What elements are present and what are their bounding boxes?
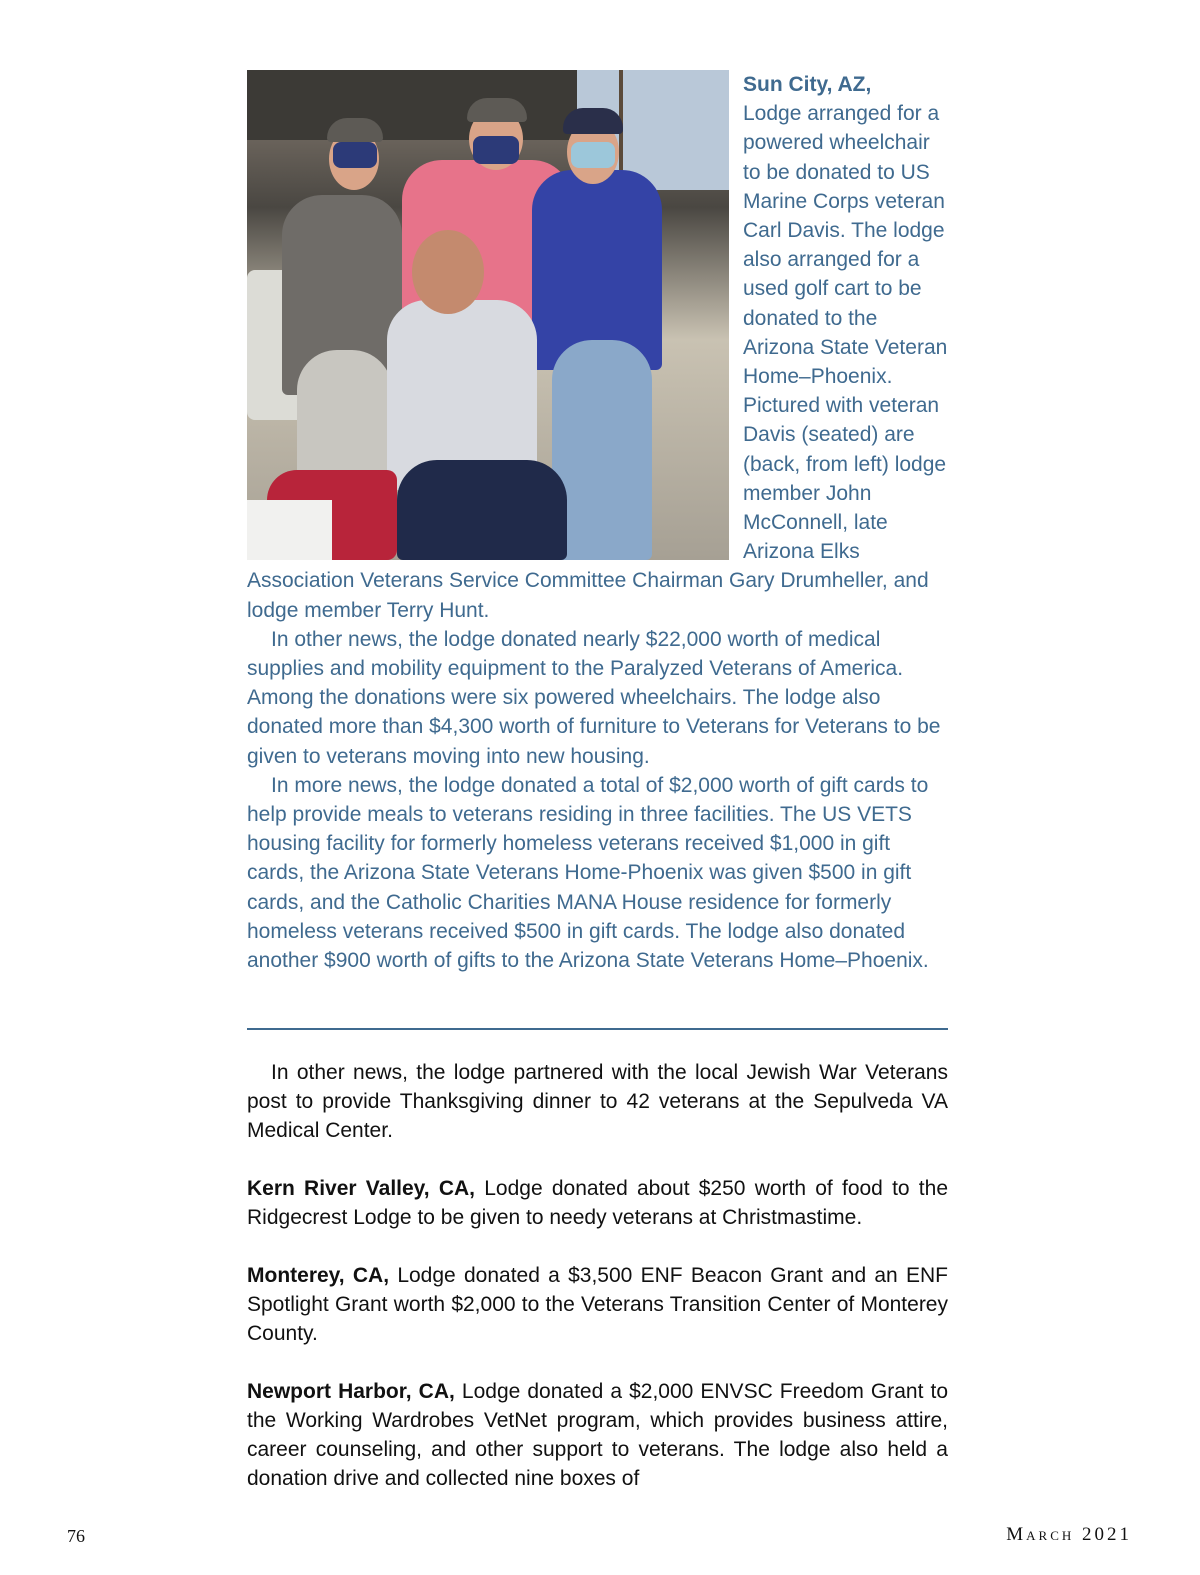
person-left-mask [333, 142, 377, 168]
section-divider [247, 1028, 948, 1030]
entry-text: Lodge donated about $250 worth of food to the Ridgecrest Lodge to be given to needy veterans at Christmastime. [247, 1177, 948, 1229]
entry-newport-harbor [247, 1377, 948, 1493]
entry-text: Lodge donated a $2,000 ENVSC Freedom Grant to the Working Wardrobes VetNet program, which provides business attire, career counseling, and other support to veterans. The lodge also held a donation drive and collected nine boxes of [247, 1380, 948, 1490]
issue-date: March 2021 [1006, 1524, 1132, 1545]
entry-text: Lodge donated a $3,500 ENF Beacon Grant and an ENF Spotlight Grant worth $2,000 to the Veterans Transition Center of Monterey County. [247, 1264, 948, 1345]
sidebar-paragraph-2: In other news, the lodge donated nearly $22,000 worth of medical supplies and mobility equipment to the Paralyzed Veterans of America. Among the donations were six powered wheelchairs. The lodge also donated more than $4,300 worth of furniture to Veterans for Veterans to be given to veterans moving into new housing. [247, 627, 941, 768]
entry-lead: Newport Harbor, CA, [247, 1380, 455, 1403]
main-paragraph-1: In other news, the lodge partnered with the local Jewish War Veterans post to provide Thanksgiving dinner to 42 veterans at the Sepulveda VA Medical Center. [247, 1061, 948, 1142]
person-left-cap [327, 118, 383, 142]
sun-city-lead: Sun City, AZ, [743, 73, 872, 96]
entry-monterey [247, 1261, 948, 1348]
white-box [247, 500, 332, 560]
veterans-group-photo [247, 70, 729, 560]
entry-kern-river-valley [247, 1174, 948, 1232]
seated-veteran-legs [397, 460, 567, 560]
entry-lead: Monterey, CA, [247, 1264, 390, 1287]
person-right-legs [552, 340, 652, 560]
sidebar-article [247, 70, 948, 975]
person-middle-mask [473, 136, 519, 164]
seated-veteran-head [412, 230, 484, 314]
sidebar-paragraph-3: In more news, the lodge donated a total of $2,000 worth of gift cards to help provide meals to veterans residing in three facilities. The US VETS housing facility for formerly homeless veterans received $1,000 in gift cards, the Arizona State Veterans Home-Phoenix was given $500 in gift cards, and the Catholic Charities MANA House residence for formerly homeless veterans received $500 in gift cards. The lodge also donated another $900 worth of gifts to the Arizona State Veterans Home–Phoenix. [247, 773, 929, 973]
person-right-mask [571, 142, 615, 168]
person-middle-cap [467, 98, 527, 122]
page-number: 76 [67, 1526, 85, 1546]
person-right-cap [563, 108, 623, 134]
entry-lead: Kern River Valley, CA, [247, 1177, 476, 1200]
main-column [247, 1058, 948, 1493]
sun-city-text: Lodge arranged for a powered wheelchair to be donated to US Marine Corps veteran Carl Davis. The lodge also arranged for a used golf cart to be donated to the Arizona State Veteran Home–Phoenix. Pictured with veteran Davis (seated) are (back, from left) lodge member John McConnell, late Arizona Elks Association Veterans Service Committee Chairman Gary Drumheller, and lodge member Terry Hunt. [247, 102, 948, 622]
